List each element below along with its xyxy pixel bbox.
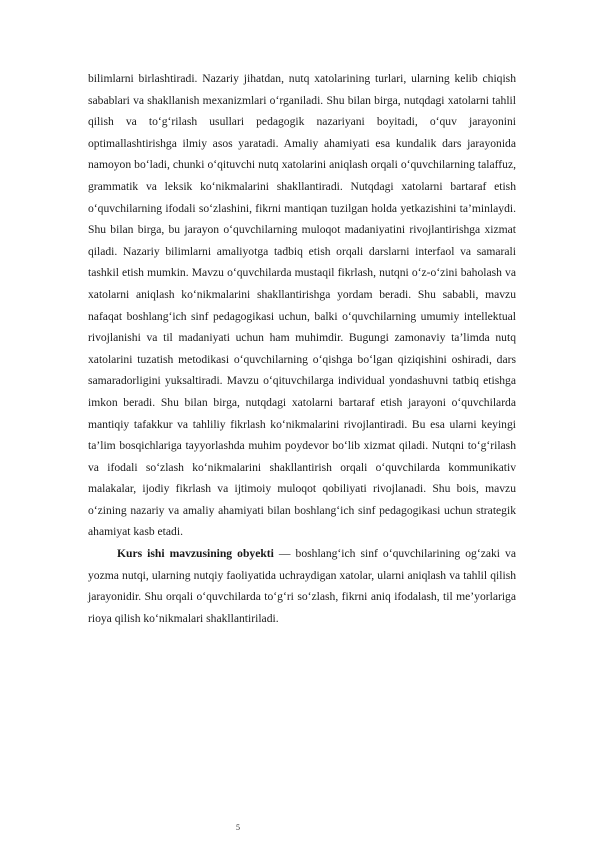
page-number: 5	[236, 823, 240, 832]
body-paragraph-significance: bilimlarni birlashtiradi. Nazariy jihatdan, nutq xatolarining turlari, ularning kelib chiqish sabablari va shakllanish mexanizmlari o‘rganiladi. Shu bilan birga, nutqdagi xatolarni tahlil qilish va to‘g‘rilash usullari pedagogik nazariyani boyitadi, o‘quv jarayonini optimallashtirishga ilmiy asos yaratadi. Amaliy ahamiyati esa kundalik dars jarayonida namoyon bo‘ladi, chunki o‘qituvchi nutq xatolarini aniqlash orqali o‘quvchilarning talaffuz, grammatik va leksik ko‘nikmalarini shakllantiradi. Nutqdagi xatolarni bartaraf etish o‘quvchilarning ifodali so‘zlashini, fikrni mantiqan tuzilgan holda yetkazishini ta’minlaydi. Shu bilan birga, bu jarayon o‘quvchilarning muloqot madaniyatini rivojlantirishga xizmat qiladi. Nazariy bilimlarni amaliyotga tadbiq etish orqali darslarni interfaol va samarali tashkil etish mumkin. Mavzu o‘quvchilarda mustaqil fikrlash, nutqni o‘z-o‘zini baholash va xatolarni aniqlash ko‘nikmalarini shakllantirishga yordam beradi. Shu sababli, mavzu nafaqat boshlang‘ich sinf pedagogikasi uchun, balki o‘quvchilarning umumiy intellektual rivojlanishi va til madaniyati uchun ham muhimdir. Bugungi zamonaviy ta’limda nutq xatolarini tuzatish metodikasi o‘quvchilarning o‘qishga bo‘lgan qiziqishini oshiradi, dars samaradorligini yuksaltiradi. Mavzu o‘qituvchilarga individual yondashuvni tatbiq etishga imkon beradi. Shu bilan birga, nutqdagi xatolarni bartaraf etish jarayoni o‘quvchilarda mantiqiy tafakkur va tahliliy fikrlash ko‘nikmalarini rivojlantiradi. Bu esa ularni keyingi ta’lim bosqichlariga tayyorlashda muhim poydevor bo‘lib xizmat qiladi. Nutqni to‘g‘rilash va ifodali so‘zlash ko‘nikmalarini shakllantirish orqali o‘quvchilarda kommunikativ malakalar, ijodiy fikrlash va ijtimoiy muloqot qobiliyati rivojlanadi. Shu bois, mavzu o‘zining nazariy va amaliy ahamiyati bilan boshlang‘ich sinf pedagogikasi uchun strategik ahamiyat kasb etadi.	[88, 72, 516, 539]
paragraph-lead-term: Kurs ishi mavzusining obyekti	[117, 547, 274, 561]
body-paragraph-object	[88, 543, 516, 629]
document-page	[88, 68, 516, 629]
paragraph-lead-continuation: — boshlang‘ich sinf o‘quvchilarining og‘zaki va yozma nutqi, ularning nutqiy faoliyatida uchraydigan xatolar, ularni aniqlash va tahlil qilish jarayonidir. Shu orqali o‘quvchilarda to‘g‘ri so‘zlash, fikrni aniq ifodalash, til me’yorlariga rioya qilish ko‘nikmalari shakllantiriladi.	[88, 547, 516, 625]
